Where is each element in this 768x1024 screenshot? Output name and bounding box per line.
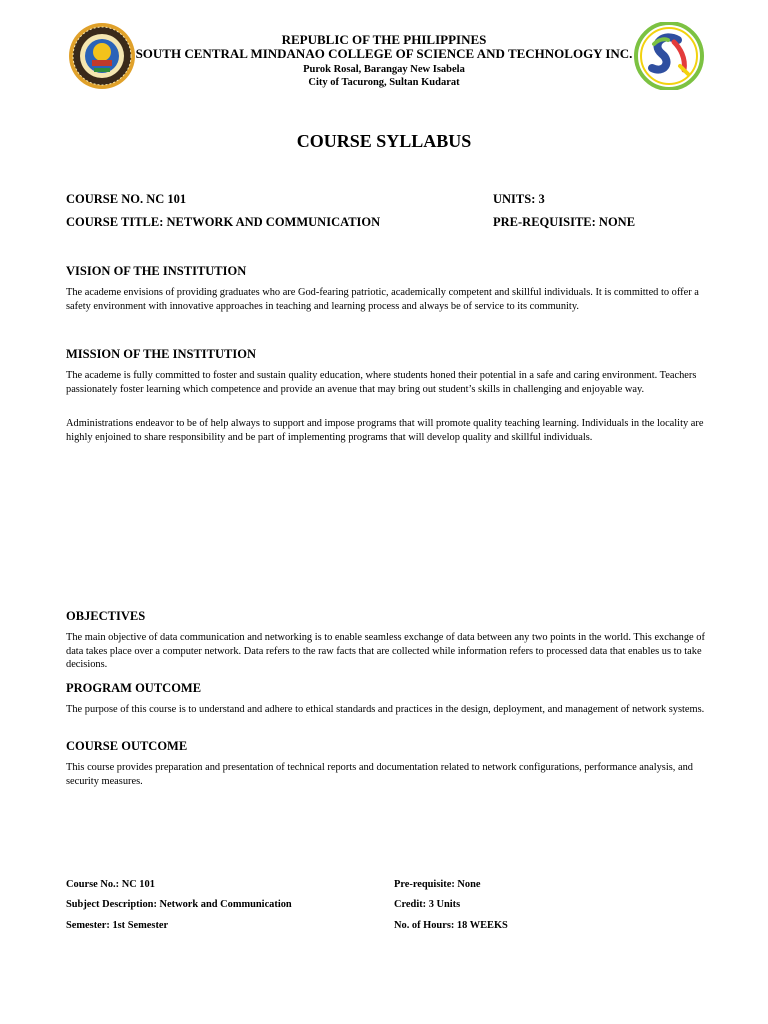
units: UNITS: 3 <box>493 192 545 206</box>
header-address-line1: Purok Rosal, Barangay New Isabela <box>303 64 465 75</box>
course-title: COURSE TITLE: NETWORK AND COMMUNICATION <box>66 215 381 229</box>
objectives-text: The main objective of data communication and networking is to enable seamless exchange of data between any two points in the world. This exchange of data takes place over a computer network. Data refers to the raw facts that are collected while information refers to processed data that enables us to take decisions. <box>66 632 705 671</box>
footer-prerequisite: Pre-requisite: None <box>394 879 481 890</box>
mission-paragraph-2: Administrations endeavor to be of help always to support and impose programs that will promote quality teaching learning. Individuals in the locality are highly enjoined to share responsibility and be part of implementing programs that will develop quality and skillful individuals. <box>66 418 704 443</box>
prerequisite: PRE-REQUISITE: NONE <box>493 215 636 229</box>
course-no: COURSE NO. NC 101 <box>66 192 187 206</box>
footer-subject-description: Subject Description: Network and Communication <box>66 899 292 910</box>
mission-paragraph-1: The academe is fully committed to foster and sustain quality education, where students honed their potential in a safe and caring environment. Teachers passionately foster learning which competence and provide an avenue that may bring out student’s skills in challenging and enjoyable way. <box>66 370 697 395</box>
program-outcome-heading: PROGRAM OUTCOME <box>66 681 202 695</box>
header-republic: REPUBLIC OF THE PHILIPPINES <box>281 32 487 47</box>
vision-text: The academe envisions of providing graduates who are God-fearing patriotic, academically competent and skillful individuals. It is committed to offer a safety environment with innovative approaches in teaching and learning process and always be of service to its community. <box>66 287 699 312</box>
footer-hours: No. of Hours: 18 WEEKS <box>394 920 508 931</box>
header-address-line2: City of Tacurong, Sultan Kudarat <box>308 77 460 88</box>
program-outcome-text: The purpose of this course is to understand and adhere to ethical standards and practices in the design, deployment, and management of network systems. <box>66 704 705 715</box>
header-college-name: SOUTH CENTRAL MINDANAO COLLEGE OF SCIENCE AND TECHNOLOGY INC. <box>135 46 633 61</box>
scm-logo-icon <box>634 22 702 90</box>
footer-credit: Credit: 3 Units <box>394 899 461 910</box>
vision-heading: VISION OF THE INSTITUTION <box>66 264 247 278</box>
footer-course-no: Course No.: NC 101 <box>66 879 155 890</box>
course-outcome-text: This course provides preparation and presentation of technical reports and documentation related to network configurations, performance analysis, and security measures. <box>66 762 693 787</box>
course-outcome-heading: COURSE OUTCOME <box>66 739 188 753</box>
page-title: COURSE SYLLABUS <box>296 131 472 151</box>
mission-heading: MISSION OF THE INSTITUTION <box>66 347 256 361</box>
objectives-heading: OBJECTIVES <box>66 609 146 623</box>
footer-semester: Semester: 1st Semester <box>66 920 169 931</box>
